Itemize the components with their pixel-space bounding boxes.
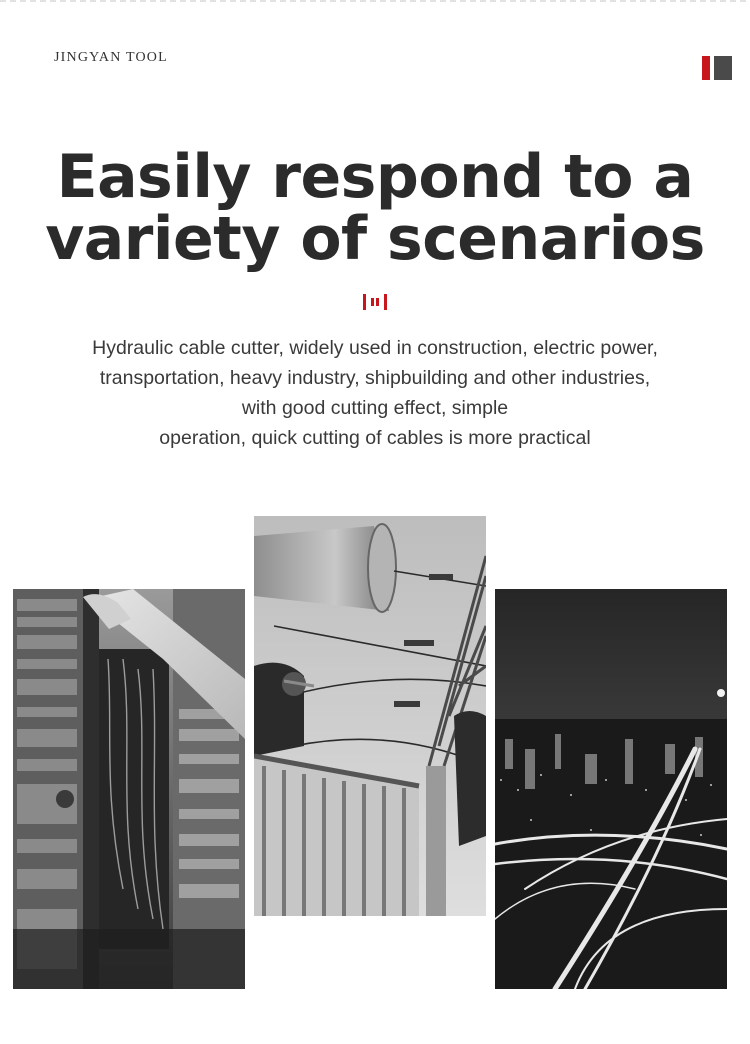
brand-mark-gray-block xyxy=(714,56,732,80)
city-highway-night-photo xyxy=(495,589,727,989)
description-line: transportation, heavy industry, shipbuilding and other industries, xyxy=(99,367,651,389)
title-line-1: Easily respond to a xyxy=(56,142,694,212)
server-rack-photo xyxy=(13,589,245,989)
description-line: Hydraulic cable cutter, widely used in construction, electric power, xyxy=(92,337,658,359)
description-line: with good cutting effect, simple xyxy=(241,397,509,419)
page-title xyxy=(0,142,750,274)
top-dotted-border xyxy=(0,0,750,2)
power-line-workers-photo xyxy=(254,516,486,916)
brand-mark-icon xyxy=(702,56,732,80)
description-line: operation, quick cutting of cables is more practical xyxy=(159,427,591,449)
title-divider-icon xyxy=(363,294,387,311)
brand-mark-red-bar xyxy=(702,56,710,80)
description xyxy=(30,333,720,453)
brand-name: JINGYAN TOOL xyxy=(54,50,168,65)
title-line-2: variety of scenarios xyxy=(45,204,705,274)
